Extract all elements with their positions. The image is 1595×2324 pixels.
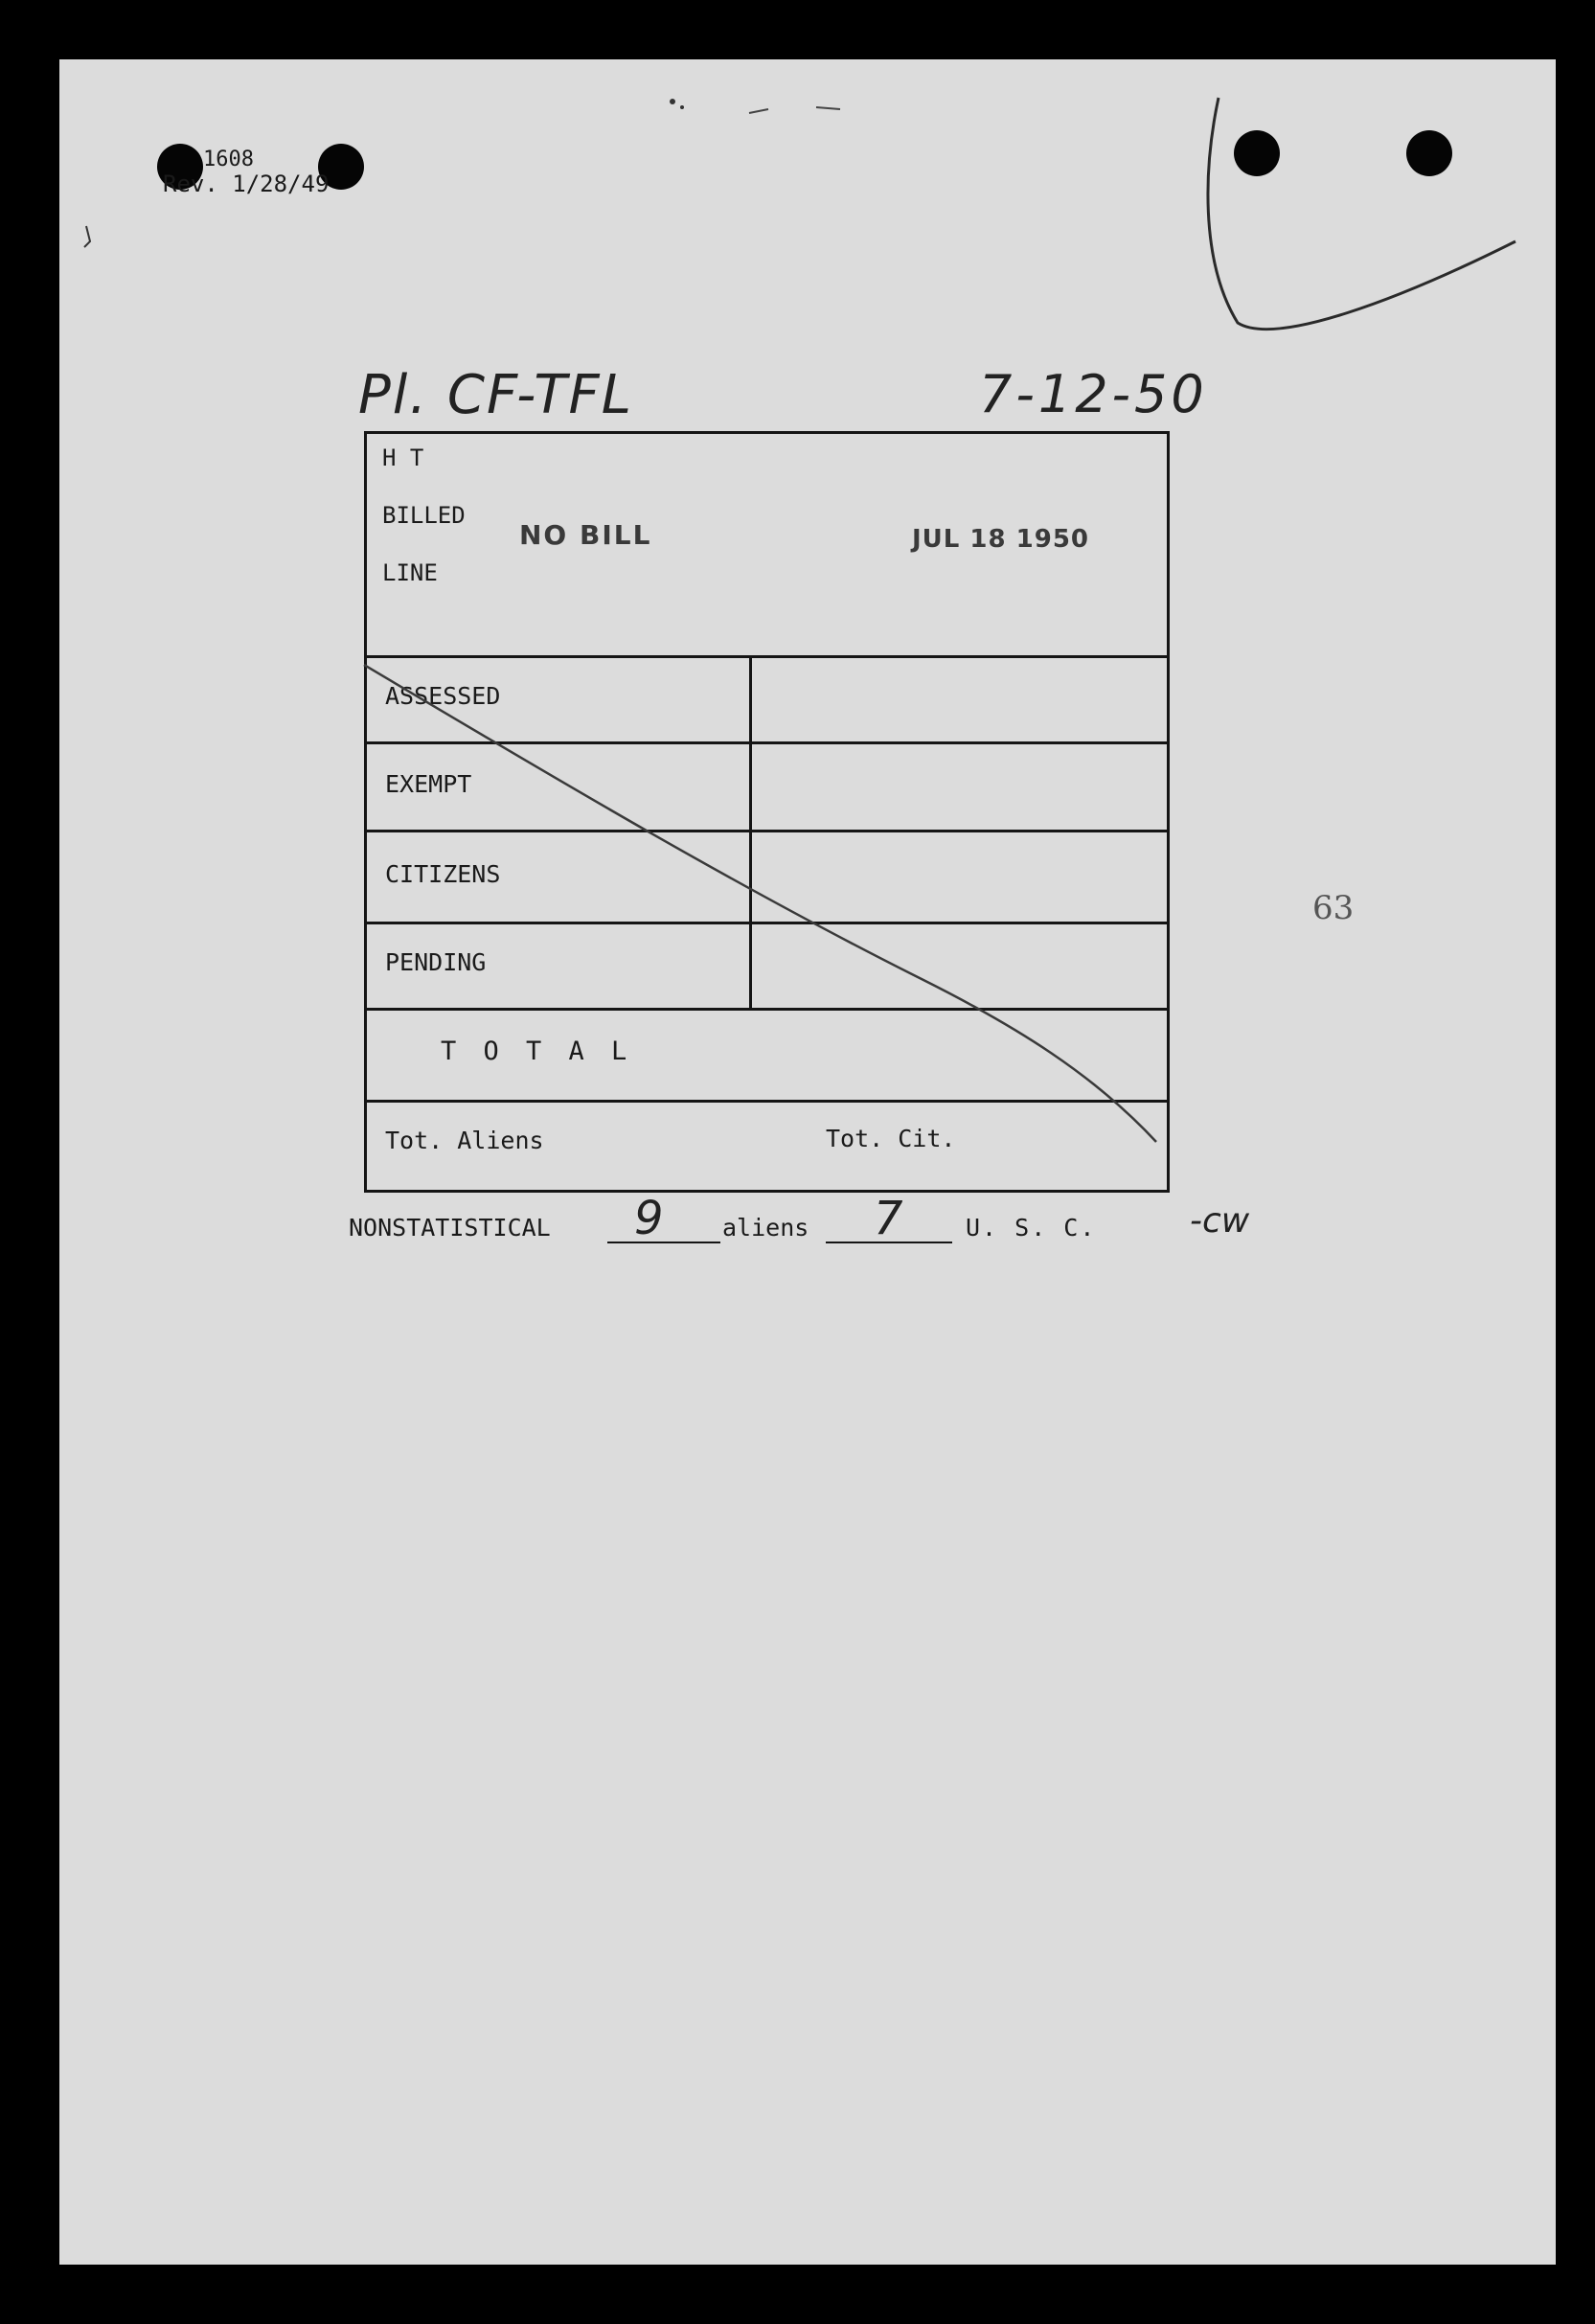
total-label: T O T A L <box>441 1037 633 1066</box>
tot-aliens-label: Tot. Aliens <box>385 1127 544 1154</box>
label-line: LINE <box>382 559 438 586</box>
date-stamp: JUL 18 1950 <box>912 525 1090 554</box>
handwritten-date: 7-12-50 <box>979 364 1208 424</box>
aliens-label: aliens <box>722 1214 809 1242</box>
form-number: 1608 <box>203 148 254 171</box>
document-page <box>59 59 1556 2265</box>
nonstatistical-label: NONSTATISTICAL <box>349 1214 551 1242</box>
page-number: 63 <box>1312 889 1355 927</box>
label-billed: BILLED <box>382 502 466 529</box>
row-label-assessed: ASSESSED <box>385 682 501 710</box>
usc-label: U. S. C. <box>966 1214 1097 1242</box>
nonstatistical-value: 9 <box>634 1192 664 1245</box>
row-label-citizens: CITIZENS <box>385 860 501 888</box>
nonstatistical-underline <box>607 1242 720 1243</box>
row-label-exempt: EXEMPT <box>385 770 472 798</box>
tot-cit-label: Tot. Cit. <box>826 1125 956 1152</box>
label-ht: H T <box>382 444 424 471</box>
aliens-value: 7 <box>874 1192 903 1245</box>
row-label-pending: PENDING <box>385 948 487 976</box>
handwritten-heading: Pl. CF-TFL <box>358 364 633 426</box>
handwritten-initials: -cw <box>1190 1201 1250 1241</box>
strikethrough-line <box>59 59 1556 1257</box>
no-bill-stamp: NO BILL <box>519 519 652 551</box>
form-revision: Rev. 1/28/49 <box>163 171 330 197</box>
